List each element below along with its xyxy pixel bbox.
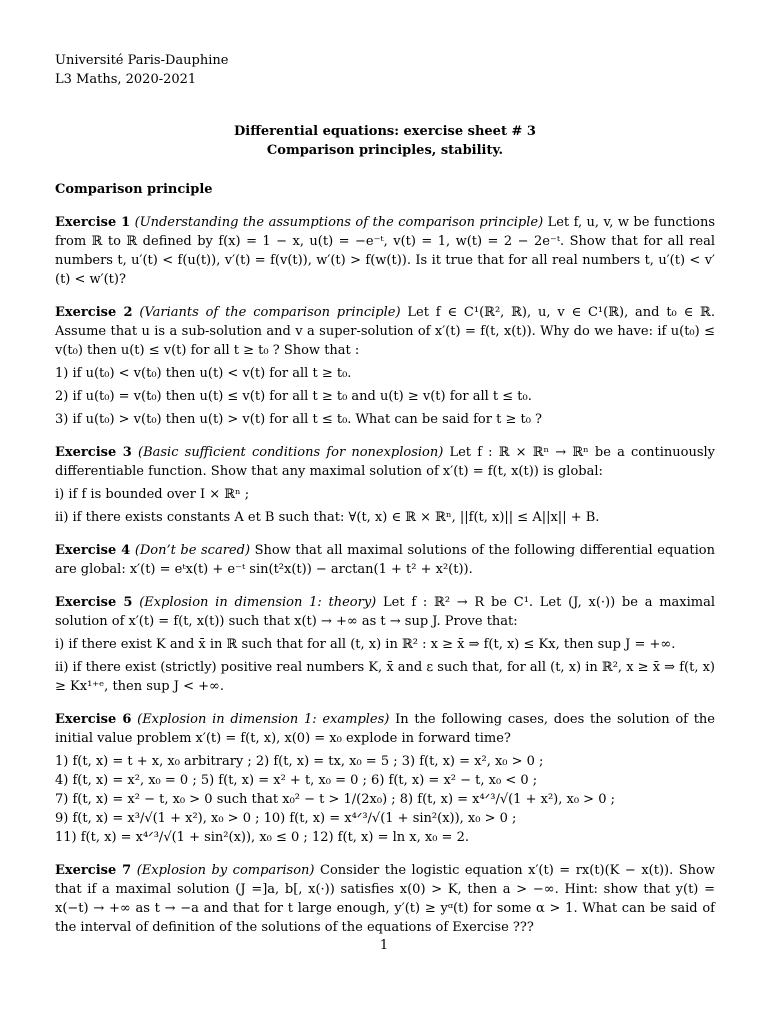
exercise-text: Let f, u, v, w be functions from ℝ to ℝ defined by f(x) = 1 − x, u(t) = −e⁻ᵗ, v(t) = 1, w(t) = 2 − 2e⁻ᵗ. Show that for all real numbers t, u′(t) < f(u(t)), v′(t) = f(v(t)), w′(t) > f(w(t)). Is it true that for all real numbers t, u′(t) < v′(t) < w′(t)? [55,215,715,287]
exercise-item: 11) f(t, x) = x⁴ᐟ³/√(1 + sin²(x)), x₀ ≤ 0 ; 12) f(t, x) = ln x, x₀ = 2. [55,830,469,845]
exercise-item: ii) if there exists constants A et B such that: ∀(t, x) ∈ ℝ × ℝⁿ, ||f(t, x)|| ≤ A||x|| + B. [55,510,600,525]
title-line-1: Differential equations: exercise sheet # 3 [234,124,536,139]
exercise-4 [55,541,715,579]
exercise-item: 1) f(t, x) = t + x, x₀ arbitrary ; 2) f(t, x) = tx, x₀ = 5 ; 3) f(t, x) = x², x₀ > 0 ; [55,754,544,769]
exercise-text: Show that all maximal solutions of the following differential equation are global: x′(t) = eᵗx(t) + e⁻ᵗ sin(t²x(t)) − arctan(1 + t² + x²(t)). [55,543,715,577]
exercise-item: 9) f(t, x) = x³/√(1 + x²), x₀ > 0 ; 10) f(t, x) = x⁴ᐟ³/√(1 + sin²(x)), x₀ > 0 ; [55,811,517,826]
title-line-2: Comparison principles, stability. [266,143,504,158]
exercise-item: 7) f(t, x) = x² − t, x₀ > 0 such that x₀² − t > 1/(2x₀) ; 8) f(t, x) = x⁴ᐟ³/√(1 + x²), x₀ > 0 ; [55,792,615,807]
exercise-item: 3) if u(t₀) > v(t₀) then u(t) > v(t) for all t ≤ t₀. What can be said for t ≥ t₀ ? [55,412,543,427]
exercise-text: Let f : ℝ² → R be C¹. Let (J, x(·)) be a maximal solution of x′(t) = f(t, x(t)) such that x(t) → +∞ as t → sup J. Prove that: [55,595,716,629]
exercise-label: Exercise 3 [55,445,132,460]
document-page [55,51,715,937]
exercise-text: In the following cases, does the solution of the initial value problem x′(t) = f(t, x), x(0) = x₀ explode in forward time? [55,712,715,746]
exercise-6-list [55,752,715,847]
exercise-label: Exercise 2 [55,305,133,320]
exercise-label: Exercise 6 [55,712,132,727]
exercise-subtitle: (Variants of the comparison principle) [139,305,401,320]
exercise-1 [55,213,715,289]
institution-name: Université Paris-Dauphine [55,53,229,68]
exercise-7 [55,861,715,937]
exercise-subtitle: (Basic sufficient conditions for nonexplosion) [138,445,444,460]
sheet-title [55,122,715,160]
exercise-item: 4) f(t, x) = x², x₀ = 0 ; 5) f(t, x) = x² + t, x₀ = 0 ; 6) f(t, x) = x² − t, x₀ < 0 ; [55,773,538,788]
exercise-subtitle: (Explosion in dimension 1: theory) [139,595,377,610]
exercise-item: i) if f is bounded over I × ℝⁿ ; [55,487,250,502]
exercise-text: Consider the logistic equation x′(t) = rx(t)(K − x(t)). Show that if a maximal solution (J =]a, b[, x(·)) satisfies x(0) > K, then a > −∞. Hint: show that y(t) = x(−t) → +∞ as t → −a and that for t large enough, y′(t) ≥ yᵅ(t) for some α > 1. What can be said of the interval of definition of the solutions of the equations of Exercise ??? [55,863,715,935]
exercise-6 [55,710,715,847]
course-name: L3 Maths, 2020-2021 [55,72,197,87]
exercise-2 [55,303,715,429]
exercise-label: Exercise 4 [55,543,131,558]
exercise-label: Exercise 7 [55,863,132,878]
exercise-item: 2) if u(t₀) = v(t₀) then u(t) ≤ v(t) for all t ≥ t₀ and u(t) ≥ v(t) for all t ≤ t₀. [55,389,532,404]
exercise-label: Exercise 1 [55,215,131,230]
exercise-item: 1) if u(t₀) < v(t₀) then u(t) < v(t) for all t ≥ t₀. [55,366,352,381]
exercise-label: Exercise 5 [55,595,133,610]
page-number: 1 [379,938,389,953]
exercise-subtitle: (Explosion in dimension 1: examples) [137,712,390,727]
exercise-item: ii) if there exist (strictly) positive real numbers K, x̄ and ε such that, for all (t, x) in ℝ², x ≥ x̄ ⇒ f(t, x) ≥ Kx¹⁺ᵉ, then sup J < +∞. [55,660,715,694]
exercise-item: i) if there exist K and x̄ in ℝ such that for all (t, x) in ℝ² : x ≥ x̄ ⇒ f(t, x) ≤ Kx, then sup J = +∞. [55,637,676,652]
exercise-subtitle: (Don’t be scared) [134,543,251,558]
exercise-subtitle: (Understanding the assumptions of the comparison principle) [134,215,544,230]
exercise-text: Let f : ℝ × ℝⁿ → ℝⁿ be a continuously differentiable function. Show that any maximal solution of x′(t) = f(t, x(t)) is global: [55,445,715,479]
exercise-subtitle: (Explosion by comparison) [136,863,315,878]
exercise-text: Let f ∈ C¹(ℝ², ℝ), u, v ∈ C¹(ℝ), and t₀ ∈ ℝ. Assume that u is a sub-solution and v a super-solution of x′(t) = f(t, x(t)). Why do we have: if u(t₀) ≤ v(t₀) then u(t) ≤ v(t) for all t ≥ t₀ ? Show that : [55,305,715,358]
exercise-3 [55,443,715,527]
exercise-5 [55,593,715,696]
section-heading: Comparison principle [55,182,213,197]
